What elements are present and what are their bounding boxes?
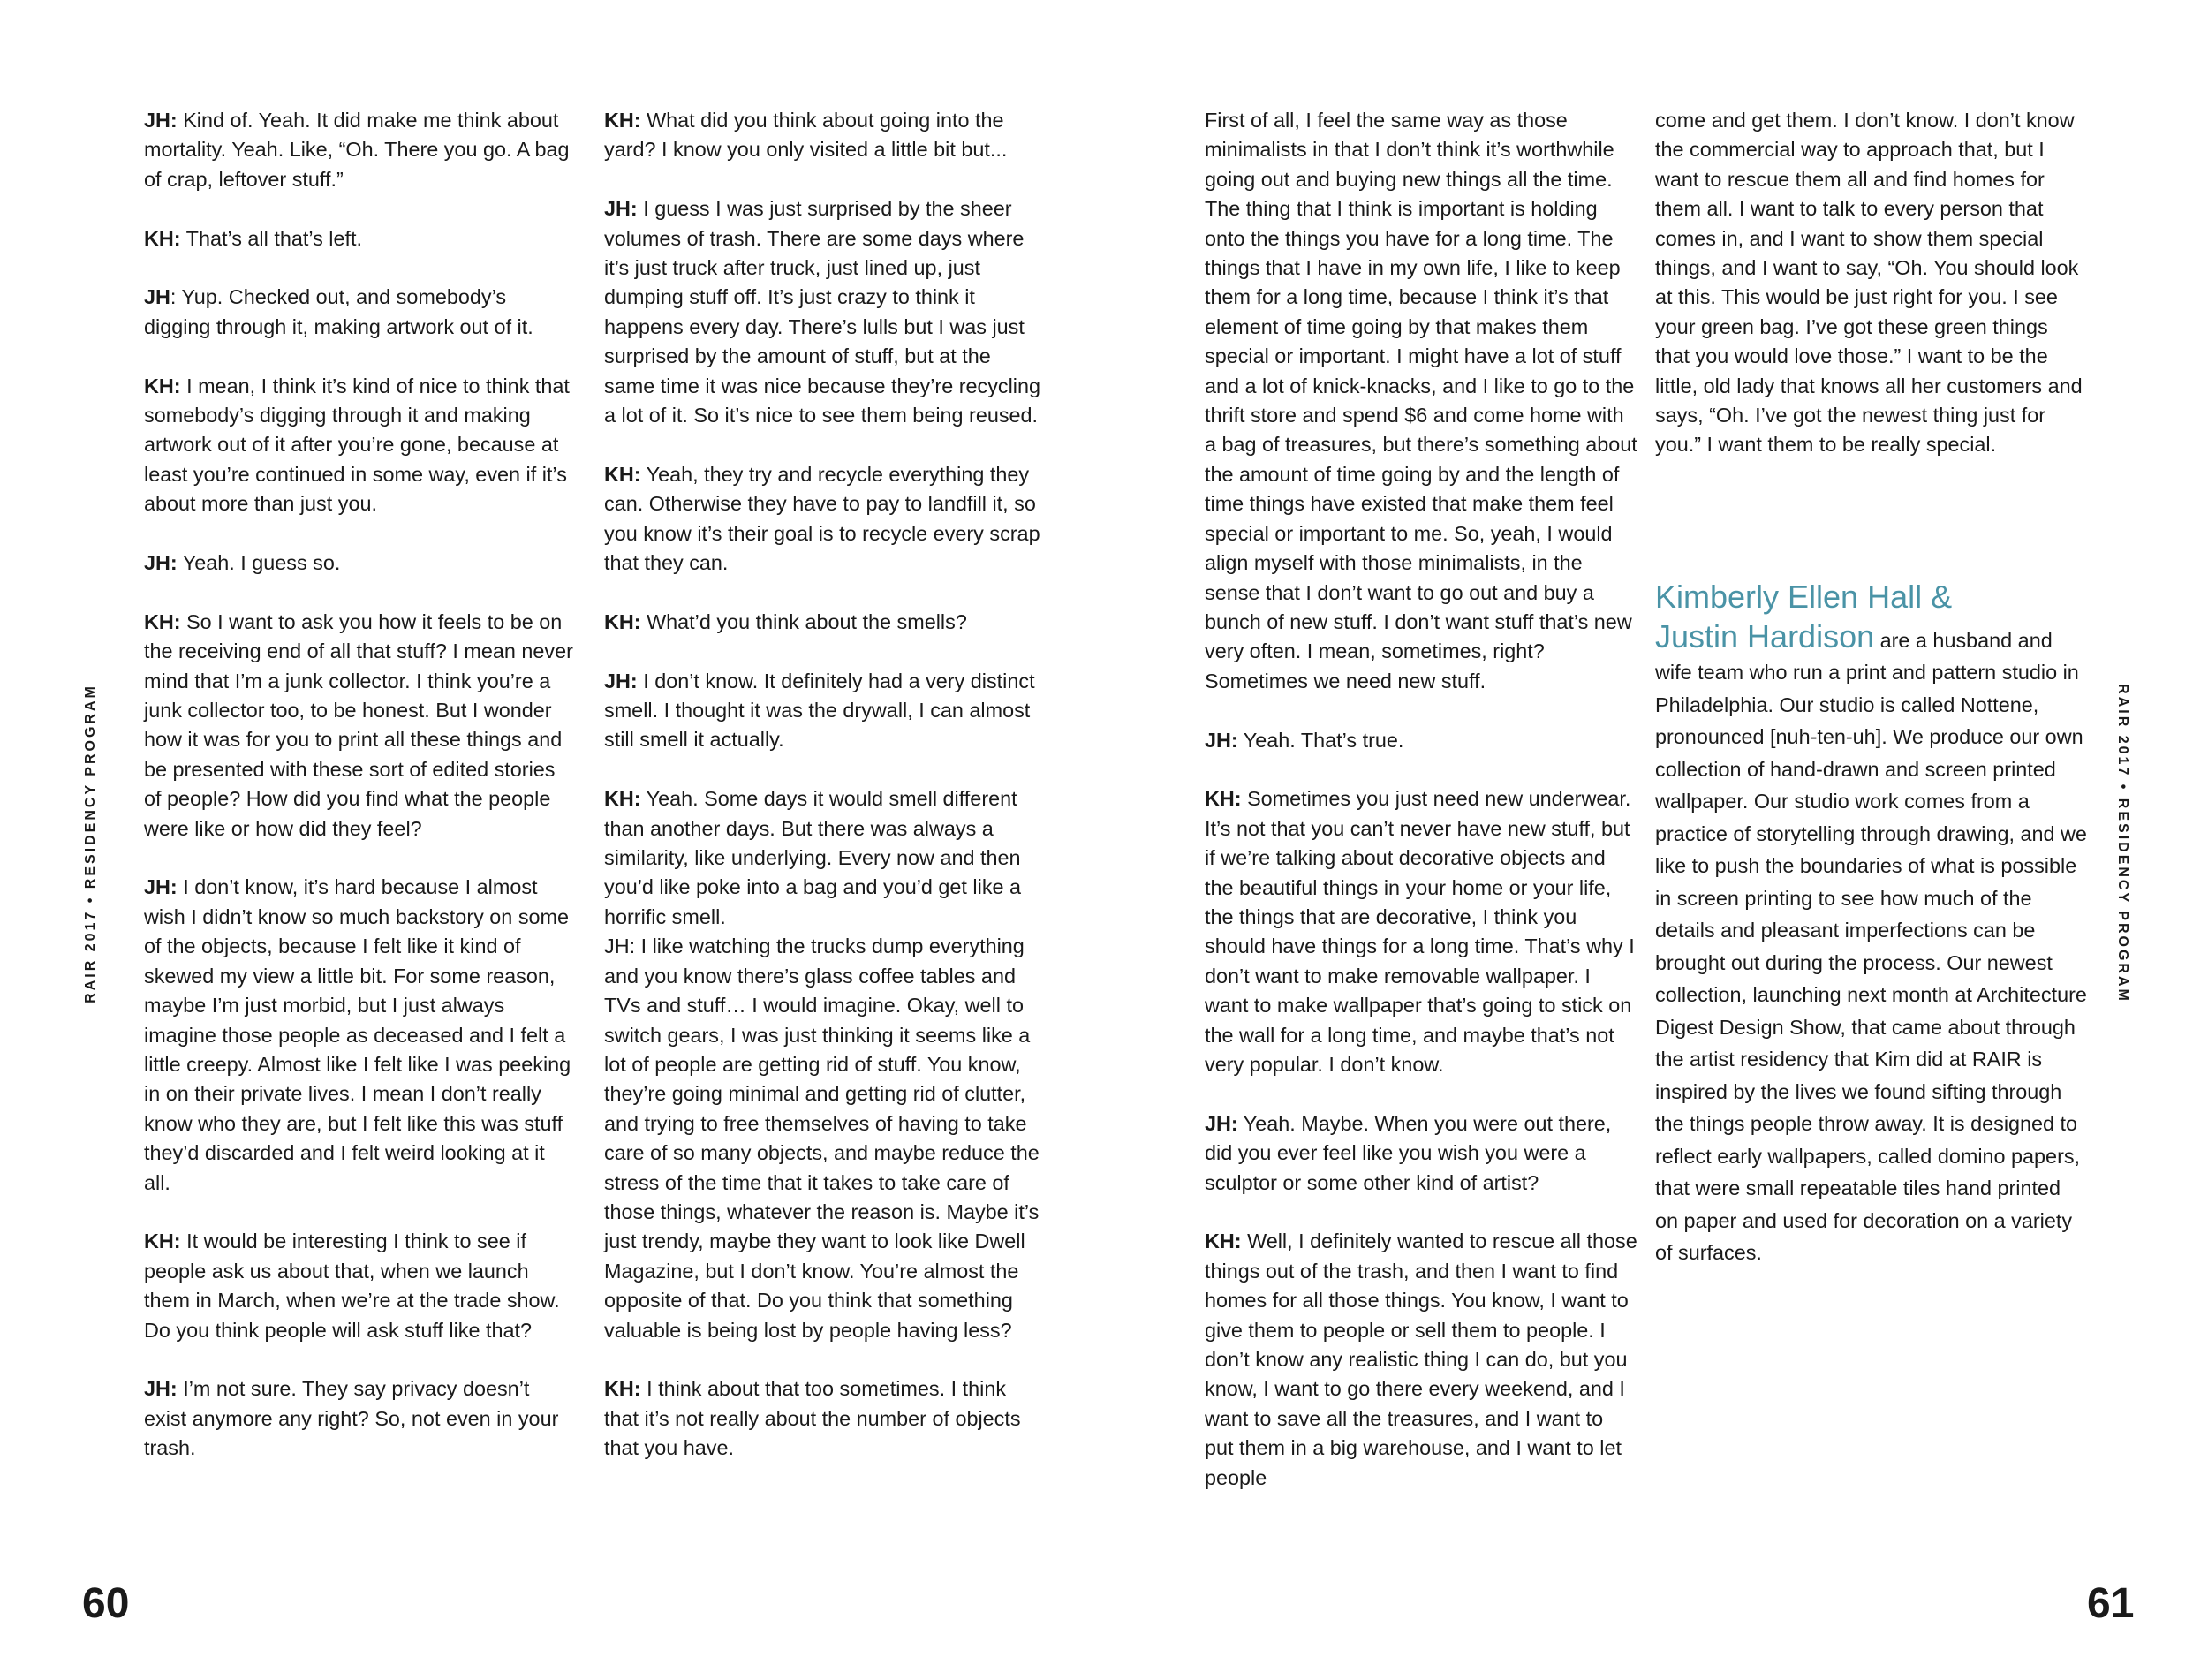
paragraph: KH: That’s all that’s left. <box>144 226 363 250</box>
paragraph: JH: I don’t know, it’s hard because I almost wish I didn’t know so much backstory on some of the objects, because I felt like it kind of skewed my view a little bit. For some reason, maybe I’m just morbid, but I just always imagine those people as deceased and I felt a little creepy. Almost like I felt like I was peeking in on their private lives. I mean I don’t really know who they are, but I felt like this was stuff they’d discarded and I felt weird looking at it all. <box>144 875 571 1194</box>
paragraph: JH: Kind of. Yeah. It did make me think about mortality. Yeah. Like, “Oh. There you go. A bag of crap, leftover stuff.” <box>144 109 570 191</box>
artist-bio <box>1655 578 2088 1269</box>
paragraph: JH: I don’t know. It definitely had a very distinct smell. I thought it was the drywall, I can almost still smell it actually. <box>604 669 1035 752</box>
paragraph: JH: I like watching the trucks dump everything and you know there’s glass coffee tables and TVs and stuff… I would imagine. Okay, well to switch gears, I was just thinking it seems like a lot of people are getting rid of stuff. You know, they’re going minimal and getting rid of clutter, and trying to free themselves of having to take care of so many objects, and maybe reduce the stress of the time that it takes to take care of those things, whatever the reason is. Maybe it’s just trendy, maybe they want to look like Dwell Magazine, but I don’t know. You’re almost the opposite of that. Do you think that something valuable is being lost by people having less? <box>604 935 1040 1342</box>
paragraph: JH: Yeah. I guess so. <box>144 551 341 575</box>
paragraph: KH: I mean, I think it’s kind of nice to think that somebody’s digging through it and making artwork out of it after you’re gone, because at least you’re continued in some way, even if it’s about more than just you. <box>144 374 570 516</box>
paragraph: KH: Yeah, they try and recycle everything they can. Otherwise they have to pay to landfill it, so you know it’s their goal is to recycle every scrap that they can. <box>604 462 1040 575</box>
paragraph: KH: I think about that too sometimes. I think that it’s not really about the number of objects that you have. <box>604 1377 1021 1460</box>
running-head-left: RAIR 2017 • RESIDENCY PROGRAM <box>83 684 98 1003</box>
paragraph: JH: I’m not sure. They say privacy doesn’t exist anymore any right? So, not even in your trash. <box>144 1377 559 1460</box>
interview-column-3 <box>1205 106 1637 1522</box>
running-head-right: RAIR 2017 • RESIDENCY PROGRAM <box>2115 684 2130 1003</box>
paragraph: come and get them. I don’t know. I don’t know the commercial way to approach that, but I want to rescue them all and find homes for them all. I want to talk to every person that comes in, and I want to show them special things, and I want to say, “Oh. You should look at this. This would be just right for you. I see your green bag. I’ve got these green things that you would love those.” I want to be the little, old lady that knows all her customers and says, “Oh. I’ve got the newest thing just for you.” I want them to be really special. <box>1655 109 2083 457</box>
paragraph: KH: Sometimes you just need new underwear. It’s not that you can’t never have new stuff, but if we’re talking about decorative objects and the beautiful things in your home or your life, the things that are decorative, I think you should have things for a long time. That’s why I don’t want to make removable wallpaper. I want to make wallpaper that’s going to stick on the wall for a long time, and maybe that’s not very popular. I don’t know. <box>1205 787 1635 1076</box>
paragraph: KH: What’d you think about the smells? <box>604 609 967 633</box>
bio-name-line-2: Justin Hardison <box>1655 617 1875 655</box>
paragraph: KH: Yeah. Some days it would smell different than another days. But there was always a similarity, like underlying. Every now and then you’d like poke into a bag and you’d get like a horrific smell. <box>604 787 1022 928</box>
bio-text: are a husband and wife team who run a print and pattern studio in Philadelphia. Our studio is called Nottene, pronounced [nuh-ten-uh]. We produce our own collection of hand-drawn and screen printed wallpaper. Our studio work comes from a practice of storytelling through drawing, and we like to push the boundaries of what is possible in screen printing to see how much of the details and pleasant imperfections can be brought out during the process. Our newest collection, launching next month at Architecture Digest Design Show, that came about through the artist residency that Kim did at RAIR is inspired by the lives we found sifting through the things people throw away. It is designed to reflect early wallpapers, called domino papers, that were small repeatable tiles hand printed on paper and used for decoration on a variety of surfaces. <box>1655 628 2087 1265</box>
paragraph: KH: What did you think about going into the yard? I know you only visited a little bit but... <box>604 109 1008 162</box>
paragraph: JH: I guess I was just surprised by the sheer volumes of trash. There are some days where it’s just truck after truck, just lined up, just dumping stuff off. It’s just crazy to think it happens every day. There’s lulls but I was just surprised by the amount of stuff, but at the same time it was nice because they’re recycling a lot of it. So it’s nice to see them being reused. <box>604 197 1041 428</box>
spacer <box>1655 489 2088 578</box>
interview-column-4 <box>1655 106 2088 1269</box>
bio-name-line-1: Kimberly Ellen Hall & <box>1655 579 1953 616</box>
page-number-left: 60 <box>82 1580 130 1627</box>
paragraph: JH: Yup. Checked out, and somebody’s digging through it, making artwork out of it. <box>144 285 533 338</box>
paragraph: KH: So I want to ask you how it feels to be on the receiving end of all that stuff? I mean never mind that I’m a junk collector. I think you’re a junk collector too, to be honest. But I wonder how it was for you to print all these things and be presented with these sort of edited stories of people? How did you find what the people were like or how did they feel? <box>144 609 573 840</box>
interview-column-2 <box>604 106 1041 1493</box>
paragraph: KH: Well, I definitely wanted to rescue all those things out of the trash, and then I want to find homes for all those things. You know, I want to give them to people or sell them to people. I don’t know any realistic thing I can do, but you know, I want to go there every weekend, and I want to save all the treasures, and I want to put them in a big warehouse, and I want to let people <box>1205 1230 1637 1489</box>
paragraph: JH: Yeah. That’s true. <box>1205 728 1404 752</box>
paragraph: KH: It would be interesting I think to see if people ask us about that, when we launch them in March, when we’re at the trade show. Do you think people will ask stuff like that? <box>144 1230 560 1342</box>
paragraph: First of all, I feel the same way as those minimalists in that I don’t think it’s worthwhile going out and buying new things all the time. The thing that I think is important is holding onto the things you have for a long time. The things that I have in my own life, I like to keep them for a long time, because I think it’s that element of time going by that makes them special or important. I might have a lot of stuff and a lot of knick-knacks, and I like to go to the thrift store and spend $6 and come home with a bag of treasures, but there’s something about the amount of time going by and the length of time things have existed that make them feel special or important to me. So, yeah, I would align myself with those minimalists, in the sense that I don’t want to go out and buy a bunch of new stuff. I don’t want stuff that’s new very often. I mean, sometimes, right? Sometimes we need new stuff. <box>1205 109 1637 692</box>
paragraph: JH: Yeah. Maybe. When you were out there, did you ever feel like you wish you were a sculptor or some other kind of artist? <box>1205 1111 1612 1194</box>
interview-column-1 <box>144 106 577 1493</box>
page-number-right: 61 <box>2087 1580 2135 1627</box>
